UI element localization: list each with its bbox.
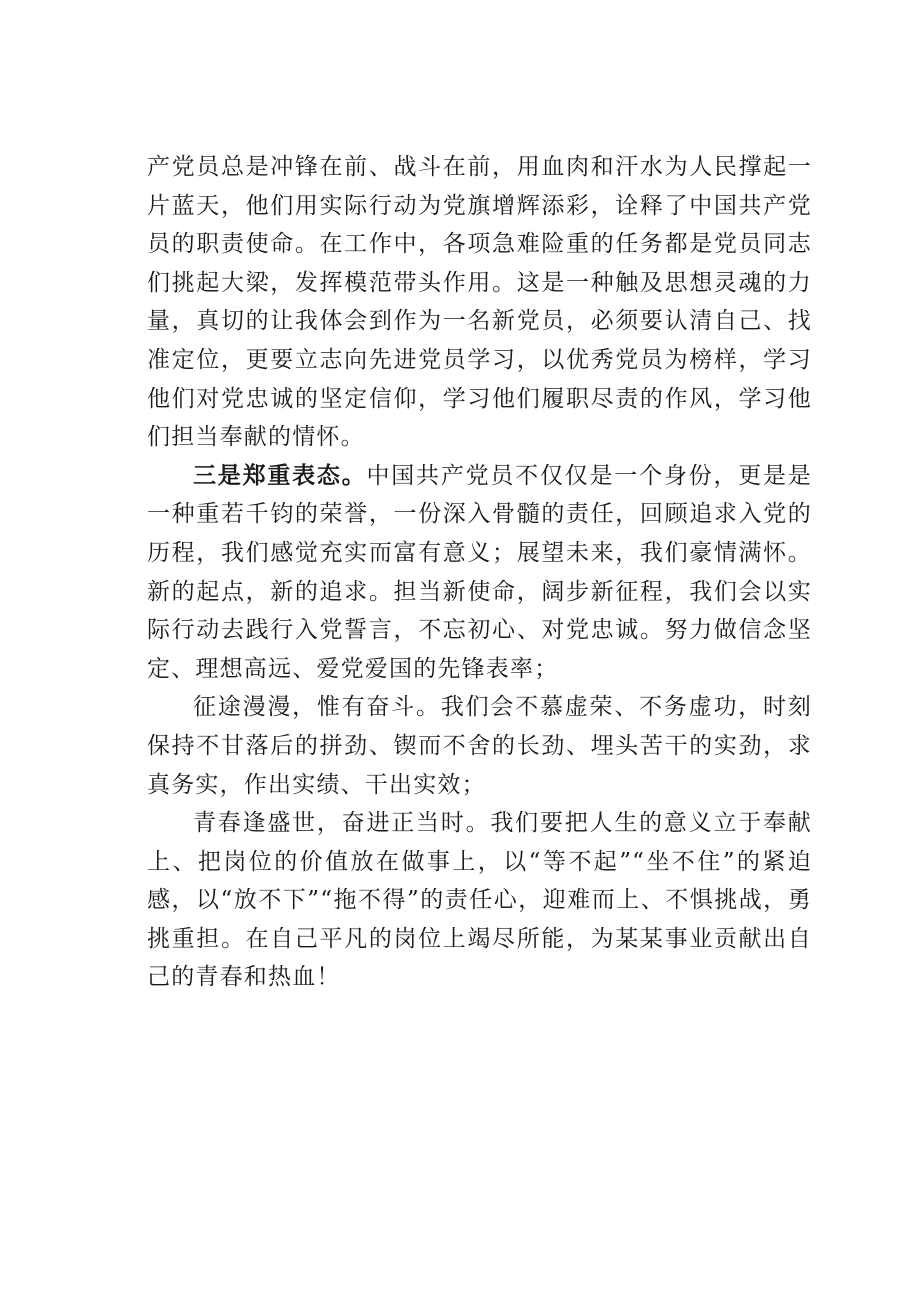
paragraph-party-members-example <box>147 148 812 457</box>
paragraph-text: 青春逢盛世，奋进正当时。我们要把人生的意义立于奉献上、把岗位的价值放在做事上，以“等不起”“坐不住”的紧迫感，以“放不下”“拖不得”的责任心，迎难而上、不惧挑战，勇挑重担。在自己平凡的岗位上竭尽所能，为某某事业贡献出自己的青春和热血！ <box>147 810 812 991</box>
paragraph-solemn-statement <box>147 457 812 689</box>
paragraph-youth <box>147 804 812 997</box>
paragraph-text: 中国共产党员不仅仅是一个身份，更是是一种重若千钧的荣誉，一份深入骨髓的责任，回顾追求入党的历程，我们感觉充实而富有意义；展望未来，我们豪情满怀。新的起点，新的追求。担当新使命，阔步新征程，我们会以实际行动去践行入党誓言，不忘初心、对党忠诚。努力做信念坚定、理想高远、爱党爱国的先锋表率； <box>147 462 812 682</box>
paragraph-lead-heading: 三是郑重表态。 <box>193 461 367 489</box>
paragraph-text: 征途漫漫，惟有奋斗。我们会不慕虚荣、不务虚功，时刻保持不甘落后的拼劲、锲而不舍的长劲、埋头苦干的实劲，求真务实，作出实绩、干出实效； <box>147 694 812 798</box>
paragraph-text: 产党员总是冲锋在前、战斗在前，用血肉和汗水为人民撑起一片蓝天，他们用实际行动为党旗增辉添彩，诠释了中国共产党员的职责使命。在工作中，各项急难险重的任务都是党员同志们挑起大梁，发挥模范带头作用。这是一种触及思想灵魂的力量，真切的让我体会到作为一名新党员，必须要认清自己、找准定位，更要立志向先进党员学习，以优秀党员为榜样，学习他们对党忠诚的坚定信仰，学习他们履职尽责的作风，学习他们担当奉献的情怀。 <box>147 154 812 451</box>
document-body <box>147 148 812 997</box>
paragraph-long-journey <box>147 688 812 804</box>
